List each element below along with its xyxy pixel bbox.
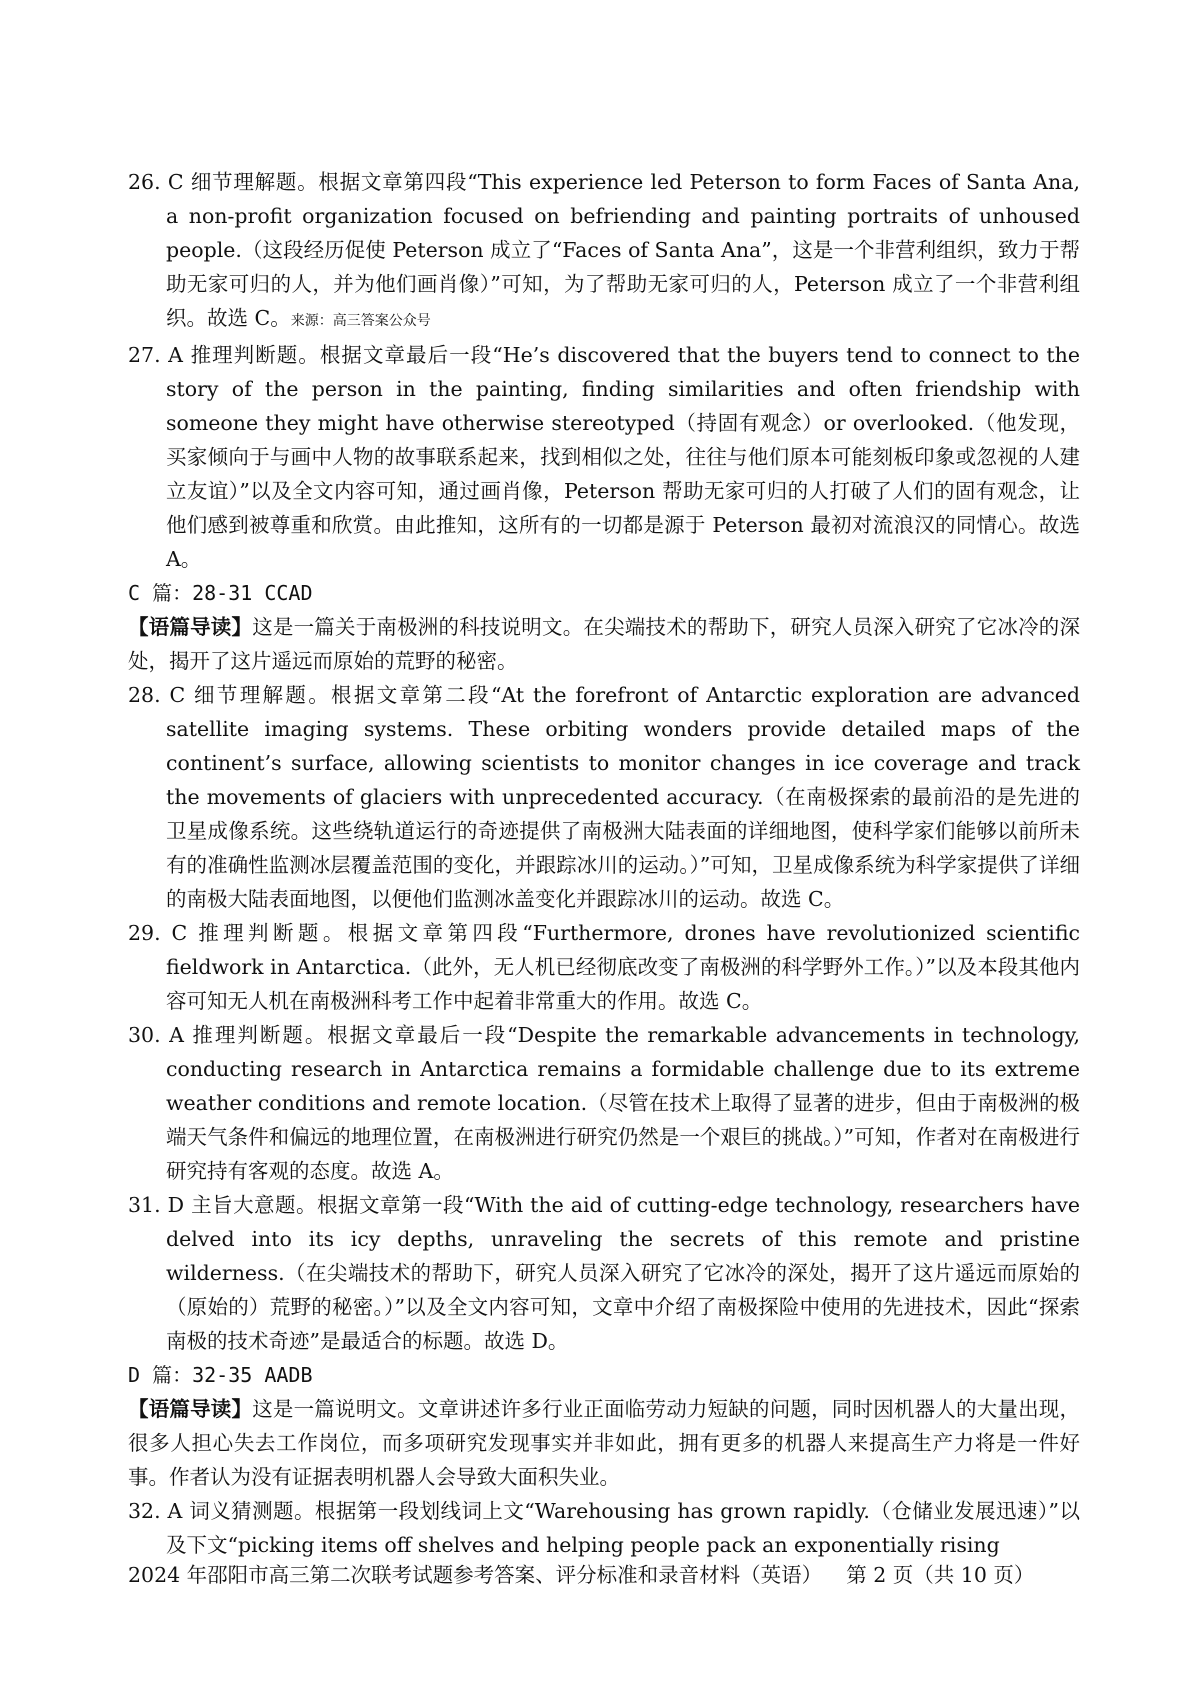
answer-number: 26. C	[128, 170, 184, 194]
answer-number: 30. A	[128, 1023, 184, 1047]
guide-text: 这是一篇关于南极洲的科技说明文。在尖端技术的帮助下，研究人员深入研究了它冰冷的深处，揭开了这片遥远而原始的荒野的秘密。	[128, 615, 1081, 673]
answer-content	[128, 165, 1080, 1562]
answer-item-29	[128, 916, 1080, 1018]
guide-tag: 【语篇导读】	[128, 1397, 253, 1421]
answer-number: 27. A	[128, 343, 183, 367]
guide-text: 这是一篇说明文。文章讲述许多行业正面临劳动力短缺的问题，同时因机器人的大量出现，很多人担心失去工作岗位，而多项研究发现事实并非如此，拥有更多的机器人来提高生产力将是一件好事。作者认为没有证据表明机器人会导致大面积失业。	[128, 1397, 1081, 1489]
answer-number: 29. C	[128, 921, 188, 945]
answer-explanation: 主旨大意题。根据文章第一段“With the aid of cutting-edge technology, researchers have delved into its icy depths, unraveling the secrets of this remote and pristine wilderness.（在尖端技术的帮助下，研究人员深入研究了它冰冷的深处，揭开了这片遥远而原始的（原始的）荒野的秘密。）”以及全文内容可知，文章中介绍了南极探险中使用的先进技术，因此“探索南极的技术奇迹”是最适合的标题。故选 D。	[166, 1193, 1080, 1353]
footer-title: 2024 年邵阳市高三第二次联考试题参考答案、评分标准和录音材料（英语）	[128, 1563, 823, 1587]
answer-explanation: 推理判断题。根据文章第四段“Furthermore, drones have revolutionized scientific fieldwork in Antarctica.（此外，无人机已经彻底改变了南极洲的科学野外工作。）”以及本段其他内容可知无人机在南极洲科考工作中起着非常重大的作用。故选 C。	[166, 921, 1080, 1013]
section-c-guide	[128, 610, 1080, 678]
guide-tag: 【语篇导读】	[128, 615, 253, 639]
section-d-guide	[128, 1392, 1080, 1494]
answer-explanation: 词义猜测题。根据第一段划线词上文“Warehousing has grown rapidly.（仓储业发展迅速）”以及下文“picking items off shelves and helping people pack an exponentially rising	[166, 1499, 1080, 1557]
answer-item-31	[128, 1188, 1080, 1358]
answer-number: 32. A	[128, 1499, 183, 1523]
answer-item-26	[128, 165, 1080, 338]
answer-number: 28. C	[128, 683, 186, 707]
answer-number: 31. D	[128, 1193, 185, 1217]
source-note: 来源：高三答案公众号	[290, 313, 431, 329]
page-number: 第 2 页（共 10 页）	[846, 1563, 1035, 1587]
answer-item-30	[128, 1018, 1080, 1188]
answer-explanation: 推理判断题。根据文章最后一段“He’s discovered that the buyers tend to connect to the story of the person in the painting, finding similarities and often friendship with someone they might have otherwise stereotyped（持固有观念）or overlooked.（他发现，买家倾向于与画中人物的故事联系起来，找到相似之处，往往与他们原本可能刻板印象或忽视的人建立友谊）”以及全文内容可知，通过画肖像，Peterson 帮助无家可归的人打破了人们的固有观念，让他们感到被尊重和欣赏。由此推知，这所有的一切都是源于 Peterson 最初对流浪汉的同情心。故选 A。	[166, 343, 1080, 571]
section-c-heading: C 篇：28-31 CCAD	[128, 581, 313, 605]
answer-item-27	[128, 338, 1080, 576]
answer-explanation: 细节理解题。根据文章第二段“At the forefront of Antarctic exploration are advanced satellite imaging systems. These orbiting wonders provide detailed maps of the continent’s surface, allowing scientists to monitor changes in ice coverage and track the movements of glaciers with unprecedented accuracy.（在南极探索的最前沿的是先进的卫星成像系统。这些绕轨道运行的奇迹提供了南极洲大陆表面的详细地图，使科学家们能够以前所未有的准确性监测冰层覆盖范围的变化，并跟踪冰川的运动。）”可知，卫星成像系统为科学家提供了详细的南极大陆表面地图，以便他们监测冰盖变化并跟踪冰川的运动。故选 C。	[166, 683, 1080, 911]
answer-explanation: 细节理解题。根据文章第四段“This experience led Peterson to form Faces of Santa Ana, a non-profit organization focused on befriending and painting portraits of unhoused people.（这段经历促使 Peterson 成立了“Faces of Santa Ana”，这是一个非营利组织，致力于帮助无家可归的人，并为他们画肖像）”可知，为了帮助无家可归的人，Peterson 成立了一个非营利组织。故选 C。	[166, 170, 1080, 330]
section-d-heading: D 篇：32-35 AADB	[128, 1363, 313, 1387]
answer-explanation: 推理判断题。根据文章最后一段“Despite the remarkable advancements in technology, conducting research in Antarctica remains a formidable challenge due to its extreme weather conditions and remote location.（尽管在技术上取得了显著的进步，但由于南极洲的极端天气条件和偏远的地理位置，在南极洲进行研究仍然是一个艰巨的挑战。）”可知，作者对在南极进行研究持有客观的态度。故选 A。	[166, 1023, 1080, 1183]
answer-item-28	[128, 678, 1080, 916]
answer-item-32	[128, 1494, 1080, 1562]
page-footer	[128, 1560, 1080, 1590]
